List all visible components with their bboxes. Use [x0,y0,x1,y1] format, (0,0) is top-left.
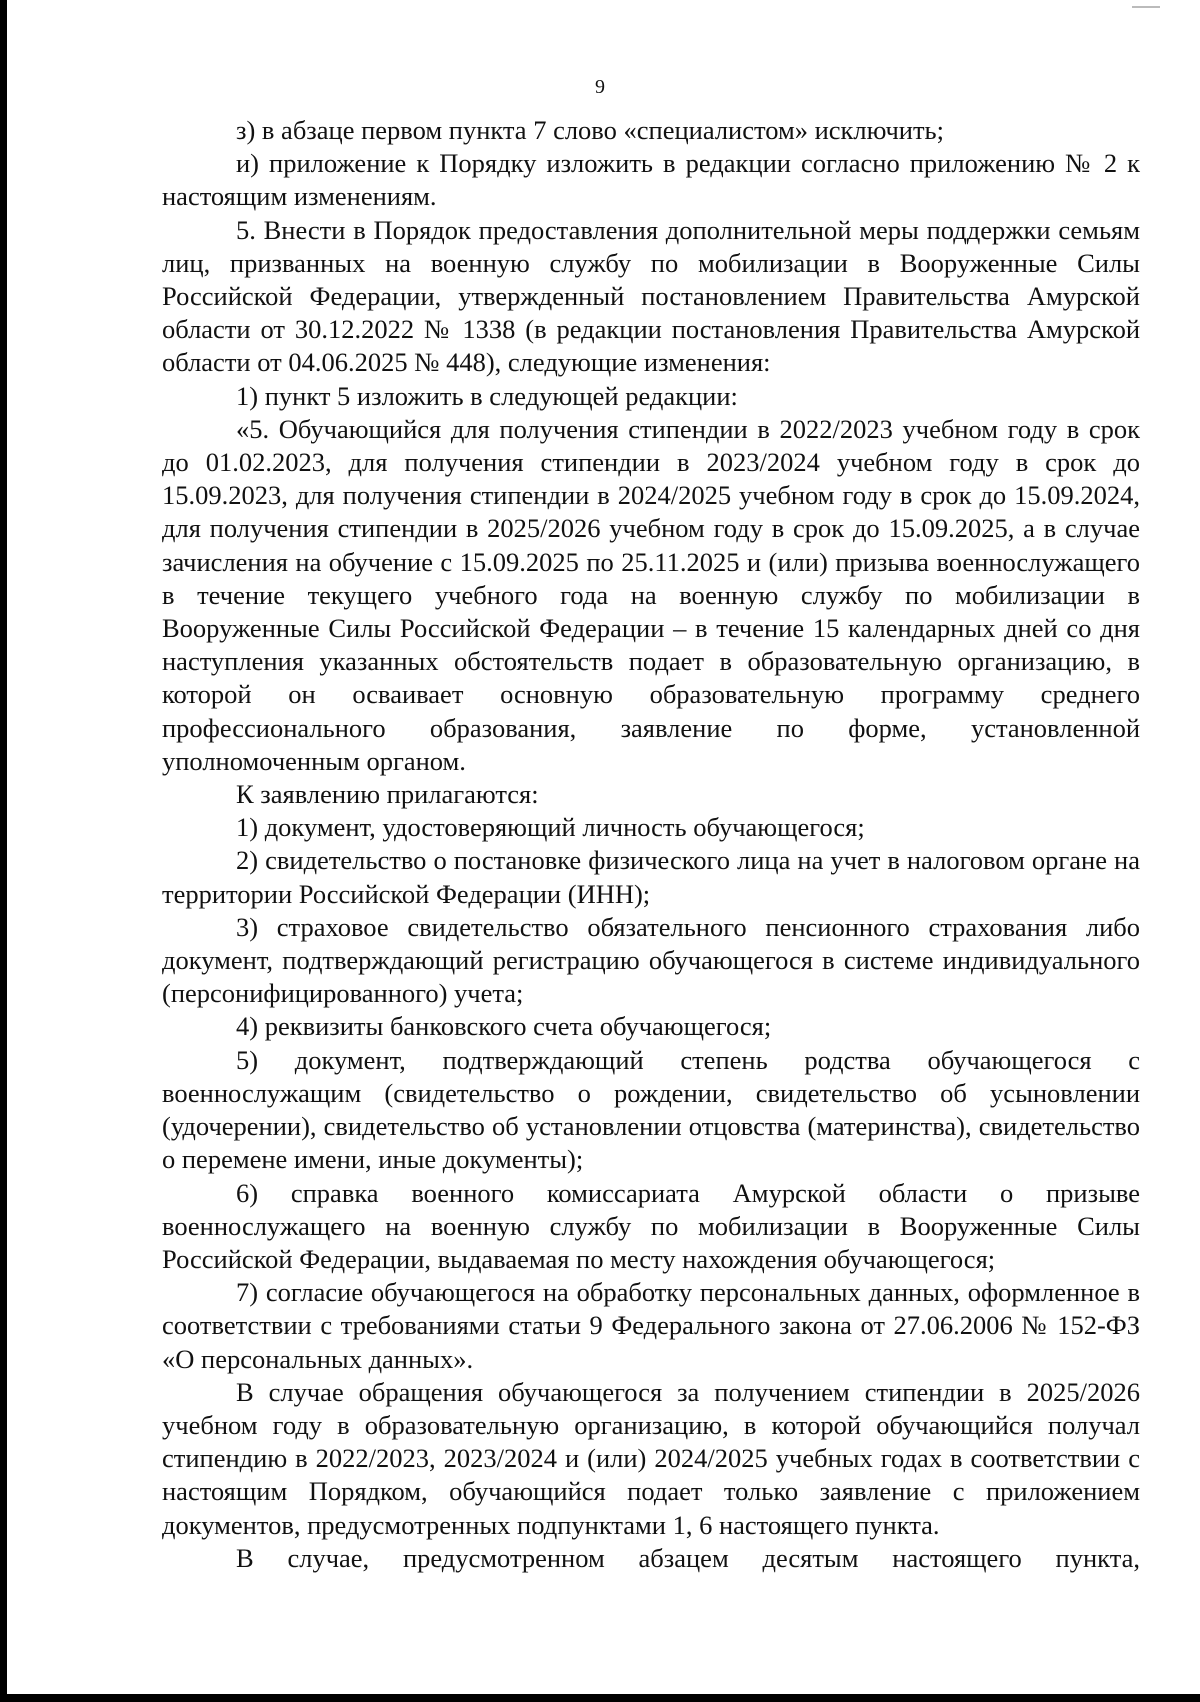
paragraph-item-i: и) приложение к Порядку изложить в редакции согласно приложению № 2 к настоящим изменениям. [162,148,1140,212]
paragraph-attachment-2: 2) свидетельство о постановке физического лица на учет в налоговом органе на территории Российской Федерации (ИНН); [162,845,1140,909]
paragraph-attachment-7: 7) согласие обучающегося на обработку персональных данных, оформленное в соответствии с требованиями статьи 9 Федерального закона от 27.06.2006 № 152-ФЗ «О персональных данных». [162,1277,1140,1374]
paragraph-amendment-1: 1) пункт 5 изложить в следующей редакции: [236,380,738,411]
paragraph-attachments-intro: К заявлению прилагаются: [236,779,539,810]
scan-artifact [1132,6,1160,8]
paragraph-attachment-6: 6) справка военного комиссариата Амурской области о призыве военнослужащего на военную службу по мобилизации в Вооруженные Силы Российской Федерации, выдаваемая по месту нахождения обучающегося; [162,1177,1140,1274]
paragraph-continued: В случае, предусмотренном абзацем десятым настоящего пункта, [236,1542,1140,1573]
paragraph-attachment-1: 1) документ, удостоверяющий личность обучающегося; [236,812,865,843]
scan-border-bottom [0,1694,1200,1702]
document-body [162,114,1140,1575]
paragraph-section-5: 5. Внести в Порядок предоставления дополнительной меры поддержки семьям лиц, призванных на военную службу по мобилизации в Вооруженные Силы Российской Федерации, утвержденный постановлением Правительства Амурской области от 30.12.2022 № 1338 (в редакции постановления Правительства Амурской области от 04.06.2025 № 448), следующие изменения: [162,214,1140,378]
page-number: 9 [595,76,605,98]
paragraph-attachment-5: 5) документ, подтверждающий степень родства обучающегося с военнослужащим (свидетельство о рождении, свидетельство об усыновлении (удочерении), свидетельство об установлении отцовства (материнства), свидетельство о перемене имени, иные документы); [162,1044,1140,1175]
paragraph-repeat-application: В случае обращения обучающегося за получением стипендии в 2025/2026 учебном году в образовательную организацию, в которой обучающийся получал стипендию в 2022/2023, 2023/2024 и (или) 2024/2025 учебных годах в соответствии с настоящим Порядком, обучающийся подает только заявление с приложением документов, предусмотренных подпунктами 1, 6 настоящего пункта. [162,1376,1140,1540]
scan-border-left [0,0,7,1702]
paragraph-attachment-4: 4) реквизиты банковского счета обучающегося; [236,1011,772,1042]
paragraph-point-5-text: «5. Обучающийся для получения стипендии в 2022/2023 учебном году в срок до 01.02.2023, для получения стипендии в 2023/2024 учебном году в срок до 15.09.2023, для получения стипендии в 2024/2025 учебном году в срок до 15.09.2024, для получения стипендии в 2025/2026 учебном году в срок до 15.09.2025, а в случае зачисления на обучение с 15.09.2025 по 25.11.2025 и (или) призыва военнослужащего в течение текущего учебного года на военную службу по мобилизации в Вооруженные Силы Российской Федерации – в течение 15 календарных дней со дня наступления указанных обстоятельств подает в образовательную организацию, в которой он осваивает основную образовательную программу среднего профессионального образования, заявление по форме, установленной уполномоченным органом. [162,413,1140,776]
paragraph-attachment-3: 3) страховое свидетельство обязательного пенсионного страхования либо документ, подтверждающий регистрацию обучающегося в системе индивидуального (персонифицированного) учета; [162,911,1140,1009]
paragraph-item-z: з) в абзаце первом пункта 7 слово «специалистом» исключить; [236,115,944,145]
